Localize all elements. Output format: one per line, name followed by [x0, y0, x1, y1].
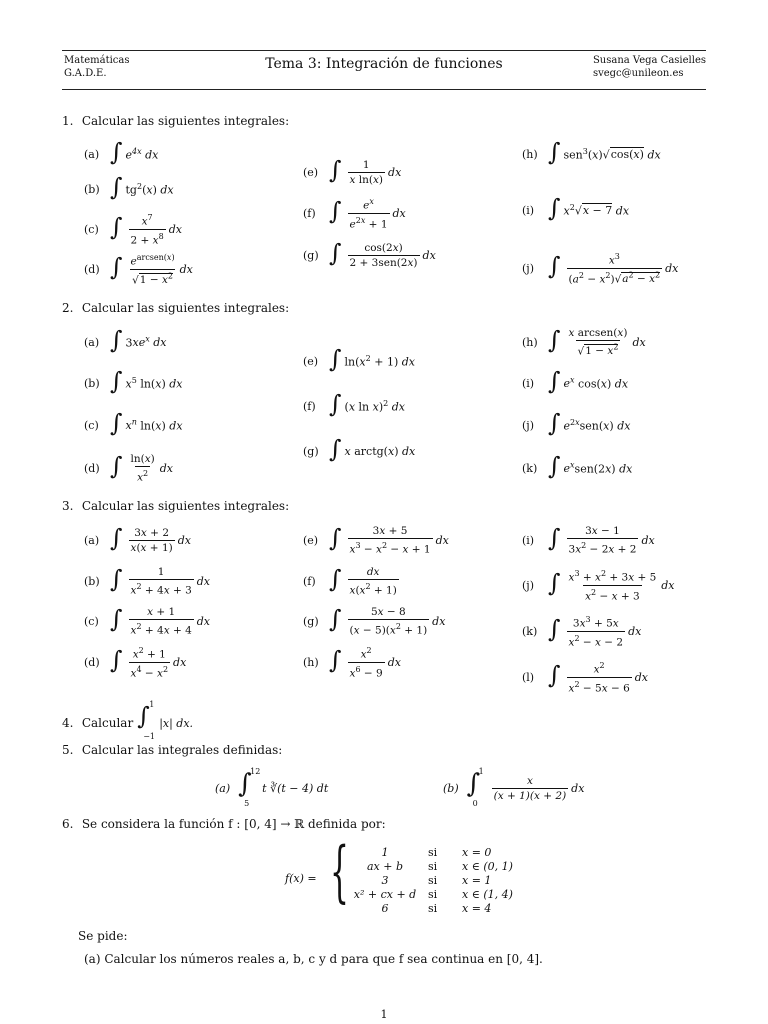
- lower-limit: −1: [143, 732, 155, 741]
- question-expression: |x| dx.: [159, 716, 194, 730]
- page-header: [62, 50, 706, 90]
- degree-name: G.A.D.E.: [64, 68, 107, 79]
- numerator: x: [526, 774, 533, 787]
- case-condition: x ∈ (1, 4): [462, 888, 513, 901]
- case-value: 6: [381, 902, 389, 915]
- lower-limit: 5: [244, 799, 250, 808]
- integral-1d: (d) ∫ $e^{arcsen(x)}$ $√1 - x^2$ dx: [84, 253, 193, 286]
- integral-1b: (b) ∫ $tg^2(x)$ dx: [84, 173, 174, 201]
- integral-1f: (f) ∫ $e^x$ $e^{2x} + 1$ dx: [303, 197, 406, 230]
- question-6: [62, 817, 386, 831]
- integral-2c: (c) ∫ $x^n$ ln(x) dx: [84, 409, 183, 437]
- case-condition: x = 1: [462, 874, 492, 887]
- case-condition: x = 0: [462, 846, 492, 859]
- se-pide-label: Se pide:: [78, 929, 128, 943]
- integral-2a: (a) ∫ $3xe^x$ dx: [84, 326, 167, 354]
- definite-integral-sign: ∫ 1 −1: [137, 700, 155, 741]
- integral-2g: (g) ∫ x arctg(x) dx: [303, 435, 416, 463]
- integral-3g: (g) ∫ 5x − 8 $(x - 5)(x^2 + 1)$ dx: [303, 605, 446, 637]
- denominator: (x + 1)(x + 2): [493, 789, 567, 802]
- question-number: 2.: [62, 301, 74, 315]
- sub-question-a: (a) Calcular los números reales a, b, c y d para que f sea continua en [0, 4].: [84, 952, 543, 966]
- integrand-fraction: [492, 775, 569, 802]
- question-5: [62, 743, 282, 757]
- definite-integral-5b: [443, 767, 585, 808]
- case-value: ax + b: [366, 860, 403, 873]
- case-value: 1: [381, 846, 389, 859]
- question-number: 3.: [62, 499, 74, 513]
- integral-1g: (g) ∫ cos(2x) 2 + 3sen(2x) dx: [303, 239, 436, 269]
- integral-2h: (h) ∫ x arcsen(x) $√1 - x^2$ dx: [522, 326, 646, 358]
- integral-3j: (j) ∫ $x^3 + x^2 + 3x + 5$ $x^2 - x + 3$ dx: [522, 569, 675, 602]
- integral-3f: (f) ∫ dx $x(x^2 + 1)$: [303, 565, 397, 597]
- integral-1e: (e) ∫ 1 x ln(x) dx: [303, 156, 402, 186]
- integral-3l: (l) ∫ $x^2$ $x^2 - 5x - 6$ dx: [522, 661, 649, 694]
- course-name: Matemáticas: [64, 55, 130, 66]
- question-text: Calcular las siguientes integrales:: [81, 499, 290, 513]
- integral-2b: (b) ∫ $x^5$ ln(x) dx: [84, 367, 183, 395]
- question-text: Calcular las siguientes integrales:: [81, 301, 290, 315]
- left-brace: {: [330, 833, 349, 910]
- integral-3a: (a) ∫ 3x + 2 x(x + 1) dx: [84, 524, 191, 554]
- question-number: 6.: [62, 817, 74, 831]
- author-name: Susana Vega Casielles: [592, 55, 706, 66]
- integral-1i: (i) ∫ $x^2√x - 7$ dx: [522, 194, 630, 222]
- lower-limit: 0: [472, 799, 478, 808]
- definite-integral-sign: ∫ 12 5: [238, 767, 261, 808]
- item-label: (b): [443, 781, 459, 795]
- definite-integral-5a: [215, 767, 329, 808]
- integral-3e: (e) ∫ 3x + 5 $x^3 - x^2 - x + 1$ dx: [303, 524, 449, 556]
- question-3: [62, 499, 289, 513]
- item-label: (a): [215, 781, 231, 795]
- question-number: 5.: [62, 743, 74, 757]
- question-4: [62, 700, 194, 741]
- integral-1a: (a) ∫ $e^{4x}$ dx: [84, 138, 159, 166]
- page-number: 1: [380, 1008, 388, 1021]
- question-text: Calcular: [81, 716, 134, 730]
- header-right: [593, 54, 706, 80]
- integral-2d: (d) ∫ ln(x) $x^2$ dx: [84, 452, 174, 484]
- integral-2k: (k) ∫ $e^xsen(2x)$ dx: [522, 452, 633, 480]
- integral-2e: (e) ∫ $\ln(x^2 + 1)$ dx: [303, 345, 415, 373]
- case-value: x² + cx + d: [353, 888, 417, 901]
- differential: dx: [571, 781, 585, 795]
- case-value: 3: [381, 874, 389, 887]
- integral-3i: (i) ∫ 3x − 1 $3x^2 - 2x + 2$ dx: [522, 524, 655, 556]
- question-2: [62, 301, 289, 315]
- integrand: t ∛(t − 4) dt: [262, 781, 329, 795]
- piecewise-function: [330, 833, 520, 916]
- definite-integral-sign: ∫ 1 0: [466, 767, 484, 808]
- question-text: Calcular las integrales definidas:: [81, 743, 283, 757]
- integral-3k: (k) ∫ $3x^3 + 5x$ $x^2 - x - 2$ dx: [522, 615, 642, 648]
- integral-2i: (i) ∫ $e^x$ cos(x) dx: [522, 367, 629, 395]
- case-si: si: [428, 860, 438, 873]
- integral-3d: (d) ∫ $x^2 + 1$ $x^4 - x^2$ dx: [84, 646, 187, 679]
- integral-2f: (f) ∫ (x ln x)$^2$ dx: [303, 390, 405, 418]
- page-title: Tema 3: Integración de funciones: [265, 56, 503, 72]
- integral-2j: (j) ∫ $e^{2x}sen(x)$ dx: [522, 409, 631, 437]
- integral-1j: (j) ∫ $x^3$ $(a^2 - x^2)√a^2 - x^2$ dx: [522, 252, 679, 285]
- integral-3c: (c) ∫ x + 1 $x^2 + 4x + 4$ dx: [84, 605, 211, 637]
- upper-limit: 12: [250, 767, 261, 776]
- case-condition: x = 4: [462, 902, 492, 915]
- case-si: si: [428, 874, 438, 887]
- question-number: 1.: [62, 114, 74, 128]
- function-name: f(x) =: [285, 872, 317, 885]
- integral-3h: (h) ∫ $x^2$ $x^6 - 9$ dx: [303, 646, 401, 679]
- question-1: [62, 114, 289, 128]
- integral-1h: (h) ∫ sen$^3$(x)√cos(x) dx: [522, 138, 661, 166]
- author-email: svegc@unileon.es: [592, 68, 684, 79]
- case-si: si: [428, 846, 438, 859]
- question-number: 4.: [62, 716, 74, 730]
- integral-3b: (b) ∫ 1 $x^2 + 4x + 3$ dx: [84, 565, 211, 597]
- question-text: Se considera la función f : [0, 4] → ℝ definida por:: [81, 817, 386, 831]
- case-condition: x ∈ (0, 1): [462, 860, 513, 873]
- upper-limit: 1: [149, 700, 155, 709]
- case-si: si: [428, 888, 438, 901]
- upper-limit: 1: [478, 767, 484, 776]
- question-text: Calcular las siguientes integrales:: [81, 114, 290, 128]
- integral-1c: (c) ∫ $x^7$ $2 + x^8$ dx: [84, 213, 182, 246]
- case-si: si: [428, 902, 438, 915]
